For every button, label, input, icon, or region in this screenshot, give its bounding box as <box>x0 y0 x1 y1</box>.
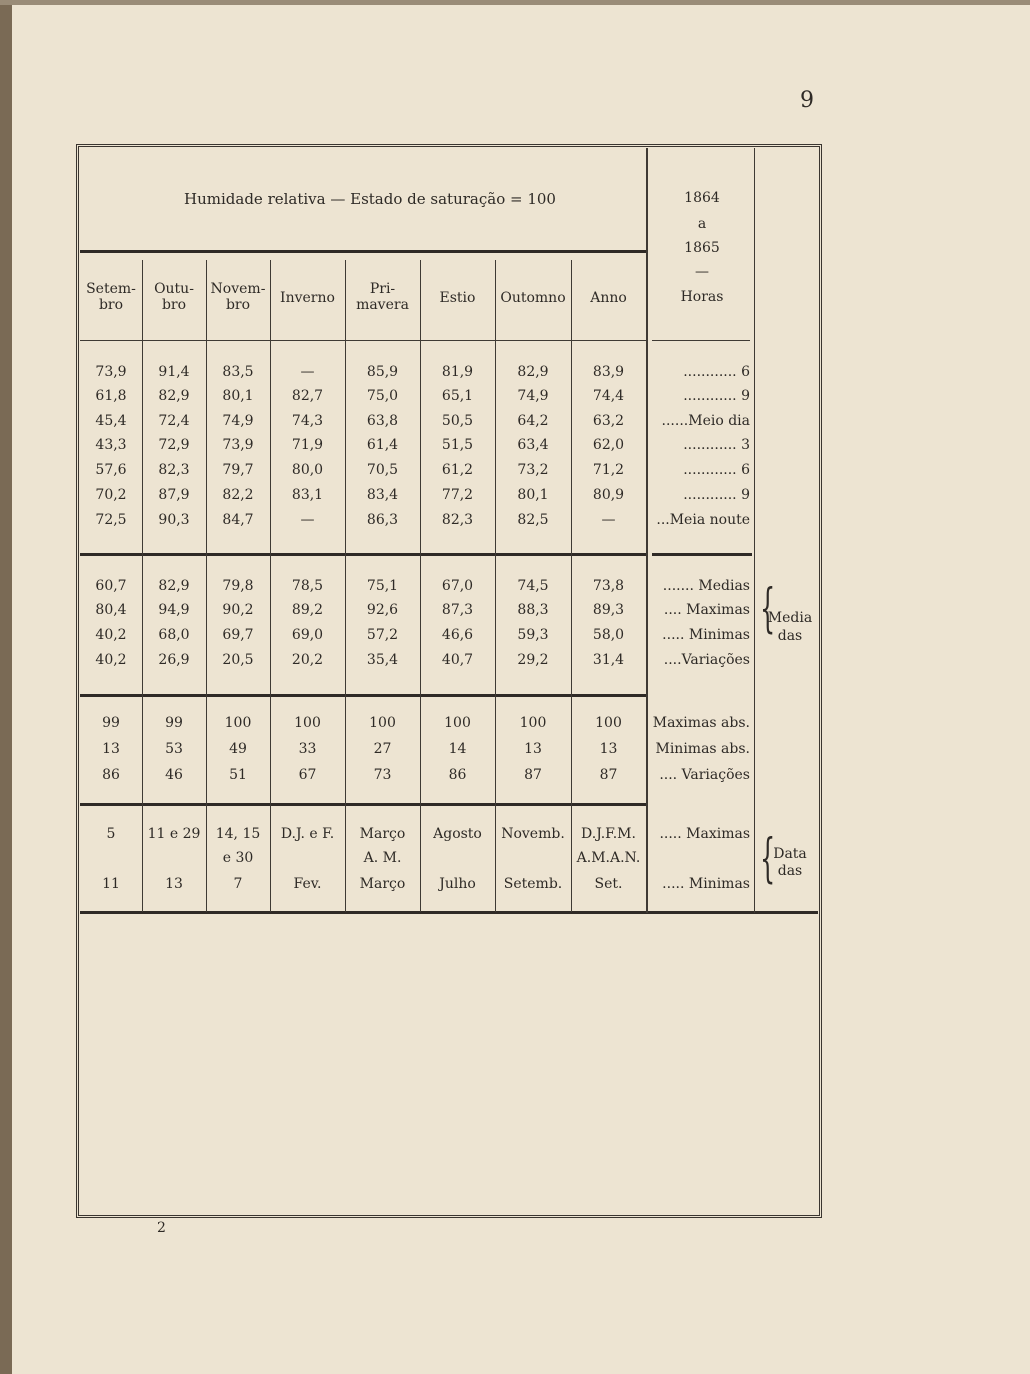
table-cell: 87 <box>599 767 618 783</box>
table-cell: 40,2 <box>95 627 127 643</box>
table-cell: 57,6 <box>95 462 127 478</box>
table-cell: 82,9 <box>517 364 549 380</box>
period-dash: — <box>695 264 709 280</box>
table-cell: 82,9 <box>158 578 190 594</box>
table-cell: 49 <box>229 741 247 757</box>
table-cell: 75,0 <box>366 388 399 404</box>
period-start: 1864 <box>684 190 720 206</box>
book-spine-edge <box>0 0 12 1374</box>
column-header: Anno <box>590 290 627 306</box>
table-cell: 35,4 <box>366 652 399 668</box>
table-cell: 62,0 <box>592 437 625 453</box>
table-cell: 83,1 <box>291 487 324 503</box>
table-cell: 68,0 <box>158 627 190 643</box>
section-rule-3 <box>80 803 646 806</box>
table-cell: 87 <box>524 767 542 783</box>
table-cell: 100 <box>519 715 547 731</box>
table-cell: 70,5 <box>366 462 399 478</box>
table-cell: 90,2 <box>222 602 254 618</box>
table-cell: 87,3 <box>441 602 474 618</box>
table-cell: 86,3 <box>366 512 399 528</box>
table-cell: 89,2 <box>291 602 324 618</box>
table-cell: 46 <box>165 767 183 783</box>
table-cell: 88,3 <box>517 602 549 618</box>
table-cell: 40,2 <box>95 652 127 668</box>
row-label: ............ 6 <box>683 364 750 380</box>
header-rule <box>80 340 646 341</box>
table-cell: 57,2 <box>366 627 399 643</box>
table-cell: Setemb. <box>503 876 563 892</box>
table-cell: 33 <box>298 741 317 757</box>
table-cell: 72,4 <box>158 413 190 429</box>
table-cell: 20,2 <box>291 652 324 668</box>
table-cell: 5 <box>106 826 116 842</box>
row-label: Minimas abs. <box>655 741 750 757</box>
table-title: Humidade relativa — Estado de saturação = 100 <box>184 190 556 208</box>
table-cell: D.J.F.M. <box>581 826 636 842</box>
row-label: ..... Maximas <box>659 826 750 842</box>
table-cell: 43,3 <box>95 437 127 453</box>
table-cell: 90,3 <box>158 512 190 528</box>
table-cell: — <box>300 364 315 380</box>
table-cell: 74,9 <box>222 413 254 429</box>
table-cell: 29,2 <box>517 652 549 668</box>
table-cell: A. M. <box>363 850 402 866</box>
hours-rule <box>652 340 750 341</box>
table-cell: 61,4 <box>366 437 399 453</box>
table-cell: 94,9 <box>158 602 190 618</box>
table-cell: 82,5 <box>517 512 549 528</box>
table-cell: 61,2 <box>441 462 474 478</box>
brace-medias: { <box>760 577 776 640</box>
table-cell: 99 <box>102 715 120 731</box>
row-label: ......Meio dia <box>661 413 750 429</box>
table-cell: 58,0 <box>592 627 625 643</box>
table-cell: Julho <box>439 876 476 892</box>
page-number: 9 <box>800 88 814 113</box>
table-cell: 65,1 <box>441 388 474 404</box>
table-cell: 51,5 <box>441 437 474 453</box>
row-label: ............ 6 <box>683 462 750 478</box>
row-label: ...Meia noute <box>656 512 750 528</box>
row-label: ..... Minimas <box>662 627 750 643</box>
table-cell: 79,8 <box>222 578 254 594</box>
column-header: Outu- bro <box>154 281 194 313</box>
table-cell: 63,4 <box>517 437 549 453</box>
table-cell: 80,0 <box>291 462 324 478</box>
col-rule-side <box>754 148 755 913</box>
table-cell: 20,5 <box>222 652 254 668</box>
table-cell: 81,9 <box>441 364 474 380</box>
table-cell: 14 <box>448 741 467 757</box>
table-cell: 99 <box>165 715 183 731</box>
table-cell: 83,5 <box>222 364 254 380</box>
table-cell: 13 <box>524 741 542 757</box>
table-cell: 85,9 <box>366 364 399 380</box>
table-cell: 7 <box>233 876 243 892</box>
table-cell: 92,6 <box>366 602 399 618</box>
table-cell: 51 <box>229 767 247 783</box>
table-cell: 26,9 <box>158 652 190 668</box>
section-rule-1b <box>652 553 752 556</box>
table-cell: 74,9 <box>517 388 549 404</box>
table-cell: 70,2 <box>95 487 127 503</box>
period-end: 1865 <box>684 240 720 256</box>
column-header: Estio <box>439 290 476 306</box>
table-cell: 82,2 <box>222 487 254 503</box>
side-word-das-1: das <box>777 628 803 644</box>
table-cell: Março <box>359 826 406 842</box>
table-cell: 67 <box>298 767 317 783</box>
section-rule-4 <box>80 911 818 914</box>
table-cell: 73 <box>373 767 392 783</box>
table-cell: 79,7 <box>222 462 254 478</box>
table-cell: 73,9 <box>222 437 254 453</box>
table-cell: 72,5 <box>95 512 127 528</box>
table-cell: Fev. <box>293 876 322 892</box>
table-cell: — <box>300 512 315 528</box>
table-cell: 69,7 <box>222 627 254 643</box>
table-cell: 80,1 <box>222 388 254 404</box>
table-cell: 69,0 <box>291 627 324 643</box>
table-cell: A.M.A.N. <box>576 850 641 866</box>
table-cell: 91,4 <box>158 364 190 380</box>
table-cell: 71,2 <box>592 462 625 478</box>
table-cell: 45,4 <box>95 413 127 429</box>
table-cell: 63,2 <box>592 413 625 429</box>
table-cell: 61,8 <box>95 388 127 404</box>
table-cell: 63,8 <box>366 413 399 429</box>
table-cell: 82,7 <box>291 388 324 404</box>
brace-datas: { <box>760 827 776 890</box>
table-cell: 80,4 <box>95 602 127 618</box>
table-cell: 13 <box>102 741 120 757</box>
table-cell: — <box>601 512 616 528</box>
table-cell: Março <box>359 876 406 892</box>
table-cell: 67,0 <box>441 578 474 594</box>
hours-label: Horas <box>680 289 724 305</box>
table-cell: 14, 15 <box>215 826 261 842</box>
column-header: Pri- mavera <box>356 281 409 313</box>
table-cell: 100 <box>294 715 321 731</box>
table-cell: 40,7 <box>441 652 474 668</box>
row-label: ............ 9 <box>683 388 750 404</box>
row-label: .... Maximas <box>663 602 750 618</box>
title-rule <box>80 250 646 253</box>
table-cell: 13 <box>599 741 618 757</box>
table-cell: 72,9 <box>158 437 190 453</box>
table-cell: 100 <box>595 715 622 731</box>
table-cell: 27 <box>373 741 392 757</box>
table-cell: D.J. e F. <box>280 826 335 842</box>
table-cell: 80,9 <box>592 487 625 503</box>
table-cell: 59,3 <box>517 627 549 643</box>
side-word-media: Media <box>767 610 813 626</box>
col-rule-labels <box>646 148 648 913</box>
column-header: Setem- bro <box>86 281 136 313</box>
column-header: Outomno <box>500 290 566 306</box>
section-rule-1 <box>80 553 646 556</box>
side-word-das-2: das <box>777 863 803 879</box>
row-label: Maximas abs. <box>652 715 750 731</box>
table-cell: 74,4 <box>592 388 625 404</box>
table-cell: 82,9 <box>158 388 190 404</box>
table-cell: 100 <box>369 715 396 731</box>
column-header: Inverno <box>280 290 335 306</box>
row-label: .... Variações <box>659 767 750 783</box>
period-conj: a <box>697 216 707 232</box>
table-cell: 75,1 <box>366 578 399 594</box>
table-cell: 73,8 <box>592 578 625 594</box>
table-cell: 73,2 <box>517 462 549 478</box>
row-label: ............ 9 <box>683 487 750 503</box>
table-cell: 89,3 <box>592 602 625 618</box>
column-header: Novem- bro <box>210 281 266 313</box>
table-cell: 60,7 <box>95 578 127 594</box>
table-cell: 74,3 <box>291 413 324 429</box>
table-cell: 86 <box>448 767 467 783</box>
row-label: ....Variações <box>663 652 750 668</box>
table-cell: 82,3 <box>441 512 474 528</box>
table-cell: 87,9 <box>158 487 190 503</box>
table-cell: 73,9 <box>95 364 127 380</box>
table-cell: 53 <box>165 741 183 757</box>
table-cell: 71,9 <box>291 437 324 453</box>
table-cell: 64,2 <box>517 413 549 429</box>
row-label: ....... Medias <box>662 578 750 594</box>
table-cell: Agosto <box>433 826 482 842</box>
table-cell: e 30 <box>222 850 254 866</box>
table-cell: 84,7 <box>222 512 254 528</box>
table-cell: 83,4 <box>366 487 399 503</box>
table-cell: Novemb. <box>501 826 565 842</box>
table-cell: 100 <box>444 715 471 731</box>
table-cell: 83,9 <box>592 364 625 380</box>
table-cell: 11 <box>102 876 120 892</box>
row-label: ..... Minimas <box>662 876 750 892</box>
page-top-edge <box>0 0 1030 5</box>
table-cell: 78,5 <box>291 578 324 594</box>
table-cell: 80,1 <box>517 487 549 503</box>
table-cell: 77,2 <box>441 487 474 503</box>
table-cell: 74,5 <box>517 578 549 594</box>
table-cell: 82,3 <box>158 462 190 478</box>
table-cell: Set. <box>594 876 623 892</box>
section-rule-2 <box>80 694 646 697</box>
row-label: ............ 3 <box>683 437 750 453</box>
table-cell: 46,6 <box>441 627 474 643</box>
table-cell: 50,5 <box>441 413 474 429</box>
signature-mark: 2 <box>157 1220 166 1236</box>
table-cell: 11 e 29 <box>147 826 201 842</box>
table-cell: 31,4 <box>592 652 625 668</box>
table-cell: 86 <box>102 767 120 783</box>
table-cell: 13 <box>165 876 183 892</box>
table-cell: 100 <box>224 715 252 731</box>
side-word-data: Data <box>773 846 807 862</box>
